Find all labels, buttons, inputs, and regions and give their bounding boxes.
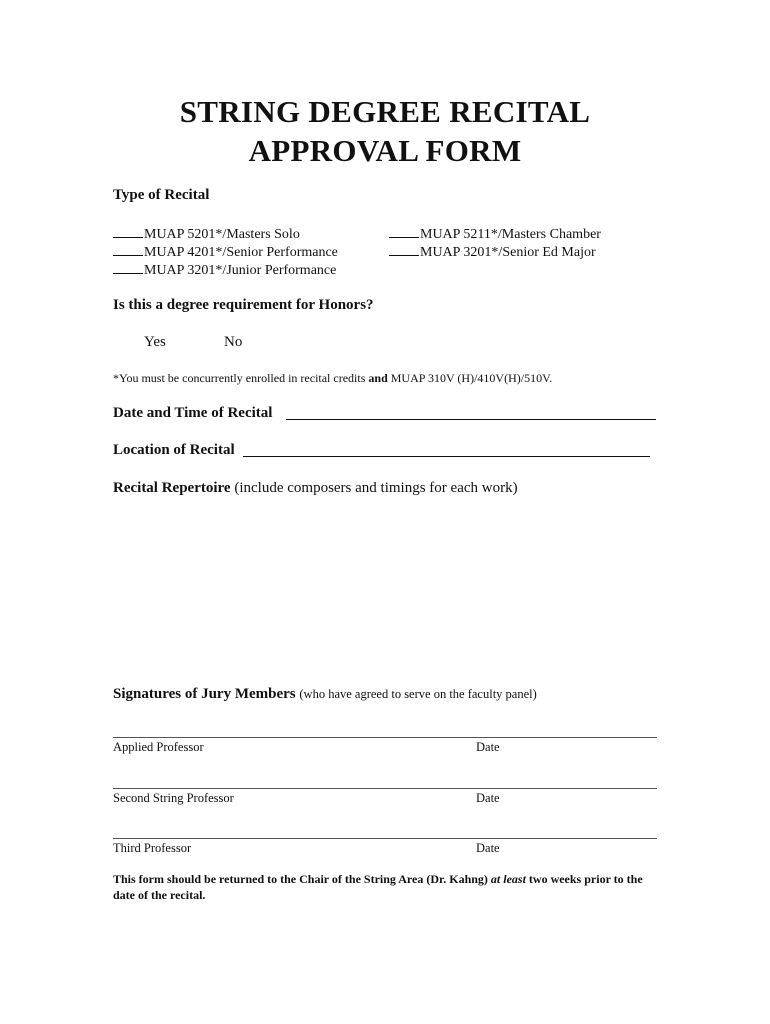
enrollment-note-prefix: *You must be concurrently enrolled in recital credits [113, 371, 369, 385]
checkbox-blank[interactable] [113, 225, 143, 238]
location-label: Location of Recital [113, 442, 235, 458]
recital-option-senior-ed-major[interactable] [389, 243, 596, 261]
signature-line-third[interactable] [113, 838, 657, 839]
signature-label-second: Second String Professor [113, 791, 234, 805]
return-instructions-part1: This form should be returned to the Chair of the String Area (Dr. Kahng) [113, 872, 491, 886]
checkbox-blank[interactable] [389, 225, 419, 238]
signatures-note: (who have agreed to serve on the faculty panel) [299, 687, 537, 701]
signature-date-label: Date [476, 740, 500, 754]
repertoire-heading [113, 480, 518, 497]
signatures-heading-label: Signatures of Jury Members [113, 686, 296, 702]
recital-option-label: MUAP 4201*/Senior Performance [144, 245, 338, 260]
checkbox-blank[interactable] [113, 261, 143, 274]
repertoire-note: (include composers and timings for each work) [234, 480, 518, 496]
date-time-label: Date and Time of Recital [113, 405, 273, 421]
recital-option-junior-performance[interactable] [113, 261, 336, 279]
enrollment-note [113, 371, 552, 386]
return-instructions-emphasis: at least [490, 872, 526, 886]
signature-label-applied: Applied Professor [113, 740, 204, 754]
repertoire-label: Recital Repertoire [113, 480, 231, 496]
signature-date-label: Date [476, 791, 500, 805]
recital-option-label: MUAP 3201*/Senior Ed Major [420, 245, 596, 260]
location-field[interactable] [243, 456, 650, 457]
recital-option-label: MUAP 5211*/Masters Chamber [420, 227, 601, 242]
checkbox-blank[interactable] [113, 243, 143, 256]
recital-option-masters-chamber[interactable] [389, 225, 601, 243]
signature-line-applied[interactable] [113, 737, 657, 738]
return-instructions [113, 871, 653, 903]
signatures-heading [113, 686, 537, 703]
date-time-field[interactable] [286, 419, 656, 420]
recital-option-masters-solo[interactable] [113, 225, 300, 243]
recital-option-senior-performance[interactable] [113, 243, 338, 261]
honors-no-option[interactable]: No [224, 334, 243, 350]
form-title-line-1: STRING DEGREE RECITAL [179, 94, 591, 129]
signature-date-label: Date [476, 841, 500, 855]
recital-type-heading: Type of Recital [113, 187, 210, 203]
honors-question: Is this a degree requirement for Honors? [113, 297, 374, 313]
enrollment-note-bold: and [368, 371, 388, 385]
enrollment-note-suffix: MUAP 310V (H)/410V(H)/510V. [387, 371, 553, 385]
recital-option-label: MUAP 5201*/Masters Solo [144, 227, 300, 242]
signature-label-third: Third Professor [113, 841, 192, 855]
signature-line-second[interactable] [113, 788, 657, 789]
honors-yes-option[interactable]: Yes [144, 334, 166, 350]
checkbox-blank[interactable] [389, 243, 419, 256]
return-instructions-part2: two weeks prior to the date of the recital. [113, 872, 643, 902]
form-title-line-2: APPROVAL FORM [248, 133, 522, 168]
repertoire-entry-area[interactable] [113, 505, 657, 675]
recital-option-label: MUAP 3201*/Junior Performance [144, 263, 337, 278]
